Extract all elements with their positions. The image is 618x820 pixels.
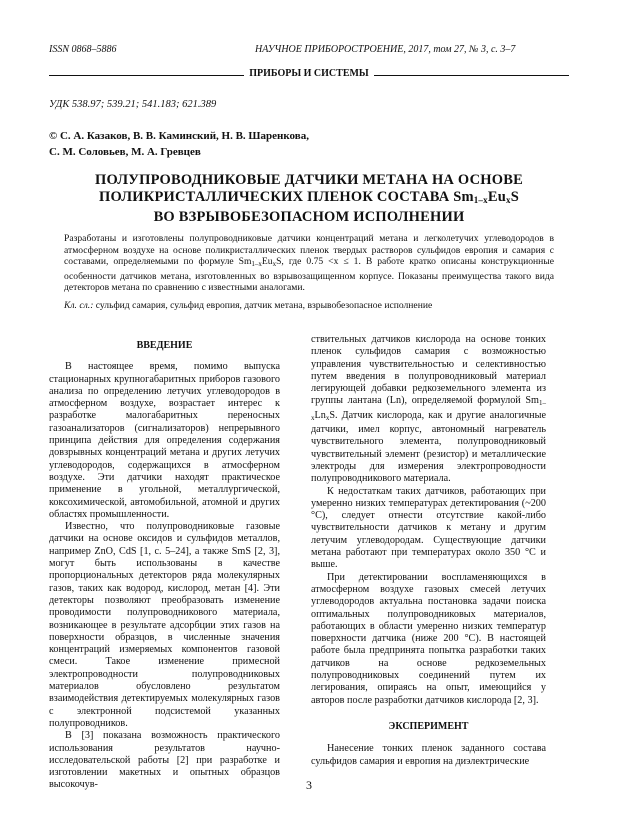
paragraph: В настоящее время, помимо выпуска стационарных крупногабаритных приборов газового анализа по определению летучих углеводородов в атмосферном воздухе, возрастает интерес к разработке малогабаритных переносных газоанализаторов (сигнализаторов) непрерывного принципа действия для определения содержания довзрывных концентраций метана и других летучих углеводородов, содержащихся в атмосферном воздухе. Эти датчики находят практическое применение в угольной, металлургической, коксохимической, автомобильной, атомной и других областях промышленности. — [49, 361, 280, 520]
journal-citation: НАУЧНОЕ ПРИБОРОСТРОЕНИЕ, 2017, том 27, № 3, с. 3–7 — [255, 44, 516, 55]
paragraph: В [3] показана возможность практического использования результатов научно-исследовательской работы [2] при разработке и изготовлении макетных и опытных образцов высокочув- — [49, 730, 280, 791]
title-line-3: ВО ВЗРЫВОБЕЗОПАСНОМ ИСПОЛНЕНИИ — [153, 209, 465, 225]
keywords: Кл. сл.: сульфид самария, сульфид европия, датчик метана, взрывобезопасное исполнение — [64, 300, 433, 311]
udc-code: УДК 538.97; 539.21; 541.183; 621.389 — [49, 99, 217, 110]
paragraph: Нанесение тонких пленок заданного состава сульфидов самария и европия на диэлектрические — [311, 743, 546, 767]
paragraph: ствительных датчиков кислорода на основе тонких пленок сульфидов самария с возможностью управления чувствительностью и селективностью путем введения в полупроводниковый материал легирующей добавки редкоземельного элемента из группы лантана (Ln), определяемой формулой $Sm_{1-x}Ln_xS$. Датчик кислорода, как и другие аналогичные датчики, имел корпус, автономный нагреватель чувствительного элемента, полупроводниковый чувствительный элемент (резистор) и металлические электроды для измерения электропроводности полупроводникового материала. — [311, 334, 546, 485]
authors-line-1: © С. А. Казаков, В. В. Каминский, Н. В. Шаренкова, — [49, 130, 309, 142]
paragraph: Известно, что полупроводниковые газовые датчики на основе оксидов и сульфидов металлов, например ZnO, CdS [1, с. 5–24], а также SmS [2, 3], могут быть использованы в качестве пропорциональных детекторов ряда молекулярных газов, таких как водород, кислород, метан [4]. Эти детекторы позволяют преобразовать изменение проводимости полупроводникового материала, возникающее в результате адсорбции этих газов на поверхности образцов, в численные значения концентраций измеряемых компонентов газовой смеси. Такое изменение примесной электропроводности полупроводниковых материалов обусловлено результатом взаимодействия детектируемых молекулярных газов с электронной подсистемой указанных полупроводников. — [49, 521, 280, 729]
section-title: ПРИБОРЫ И СИСТЕМЫ — [0, 68, 618, 79]
page-number: 3 — [306, 778, 312, 792]
heading-introduction: ВВЕДЕНИЕ — [136, 340, 193, 351]
issn-label: ISSN 0868–5886 — [49, 44, 117, 55]
column-left — [49, 340, 280, 792]
paragraph: К недостаткам таких датчиков, работающих при умеренно низких температурах детектирования (~200 °С), следует отнести отсутствие какой-либо чувствительности датчиков к метану и другим летучим углеводородам. Существующие датчики метана работают при температурах около 350 °С и выше. — [311, 485, 546, 571]
abstract: Разработаны и изготовлены полупроводниковые датчики концентраций метана и легколетучих углеводородов в атмосферном воздухе на основе поликристаллических пленок твердых растворов сульфидов европия и самария с составами, определяемыми по формуле $Sm_{1-x}Eu_xS$, где 0.75 <x ≤ 1. В работе кратко описаны конструкционные особенности датчиков метана, изготовленных во взрывозащищенном корпусе. Показаны преимущества такого вида детекторов метана по сравнению с известными аналогами. — [64, 233, 554, 294]
authors-line-2: С. М. Соловьев, М. А. Гревцев — [49, 146, 201, 158]
paragraph: При детектировании воспламеняющихся в атмосферном воздухе газовых смесей летучих углеводородов актуальна постановка задачи поиска оптимальных полупроводниковых материалов, работающих в области умеренно низких температур поверхности датчика (ниже 200 °С). В настоящей работе была предпринята попытка разработки таких датчиков на основе редкоземельных полупроводниковых соединений путем их легирования, опираясь на опыт, имеющийся у авторов после разработки датчиков кислорода [2, 3]. — [311, 571, 546, 706]
title-line-2: ПОЛИКРИСТАЛЛИЧЕСКИХ ПЛЕНОК СОСТАВА $Sm_{1-x}Eu_xS$ — [99, 189, 519, 205]
heading-experiment: ЭКСПЕРИМЕНТ — [388, 720, 469, 732]
column-right — [311, 334, 546, 768]
title-line-1: ПОЛУПРОВОДНИКОВЫЕ ДАТЧИКИ МЕТАНА НА ОСНОВЕ — [95, 172, 523, 188]
article-title — [60, 172, 558, 226]
keywords-label: Кл. сл.: — [64, 300, 94, 311]
